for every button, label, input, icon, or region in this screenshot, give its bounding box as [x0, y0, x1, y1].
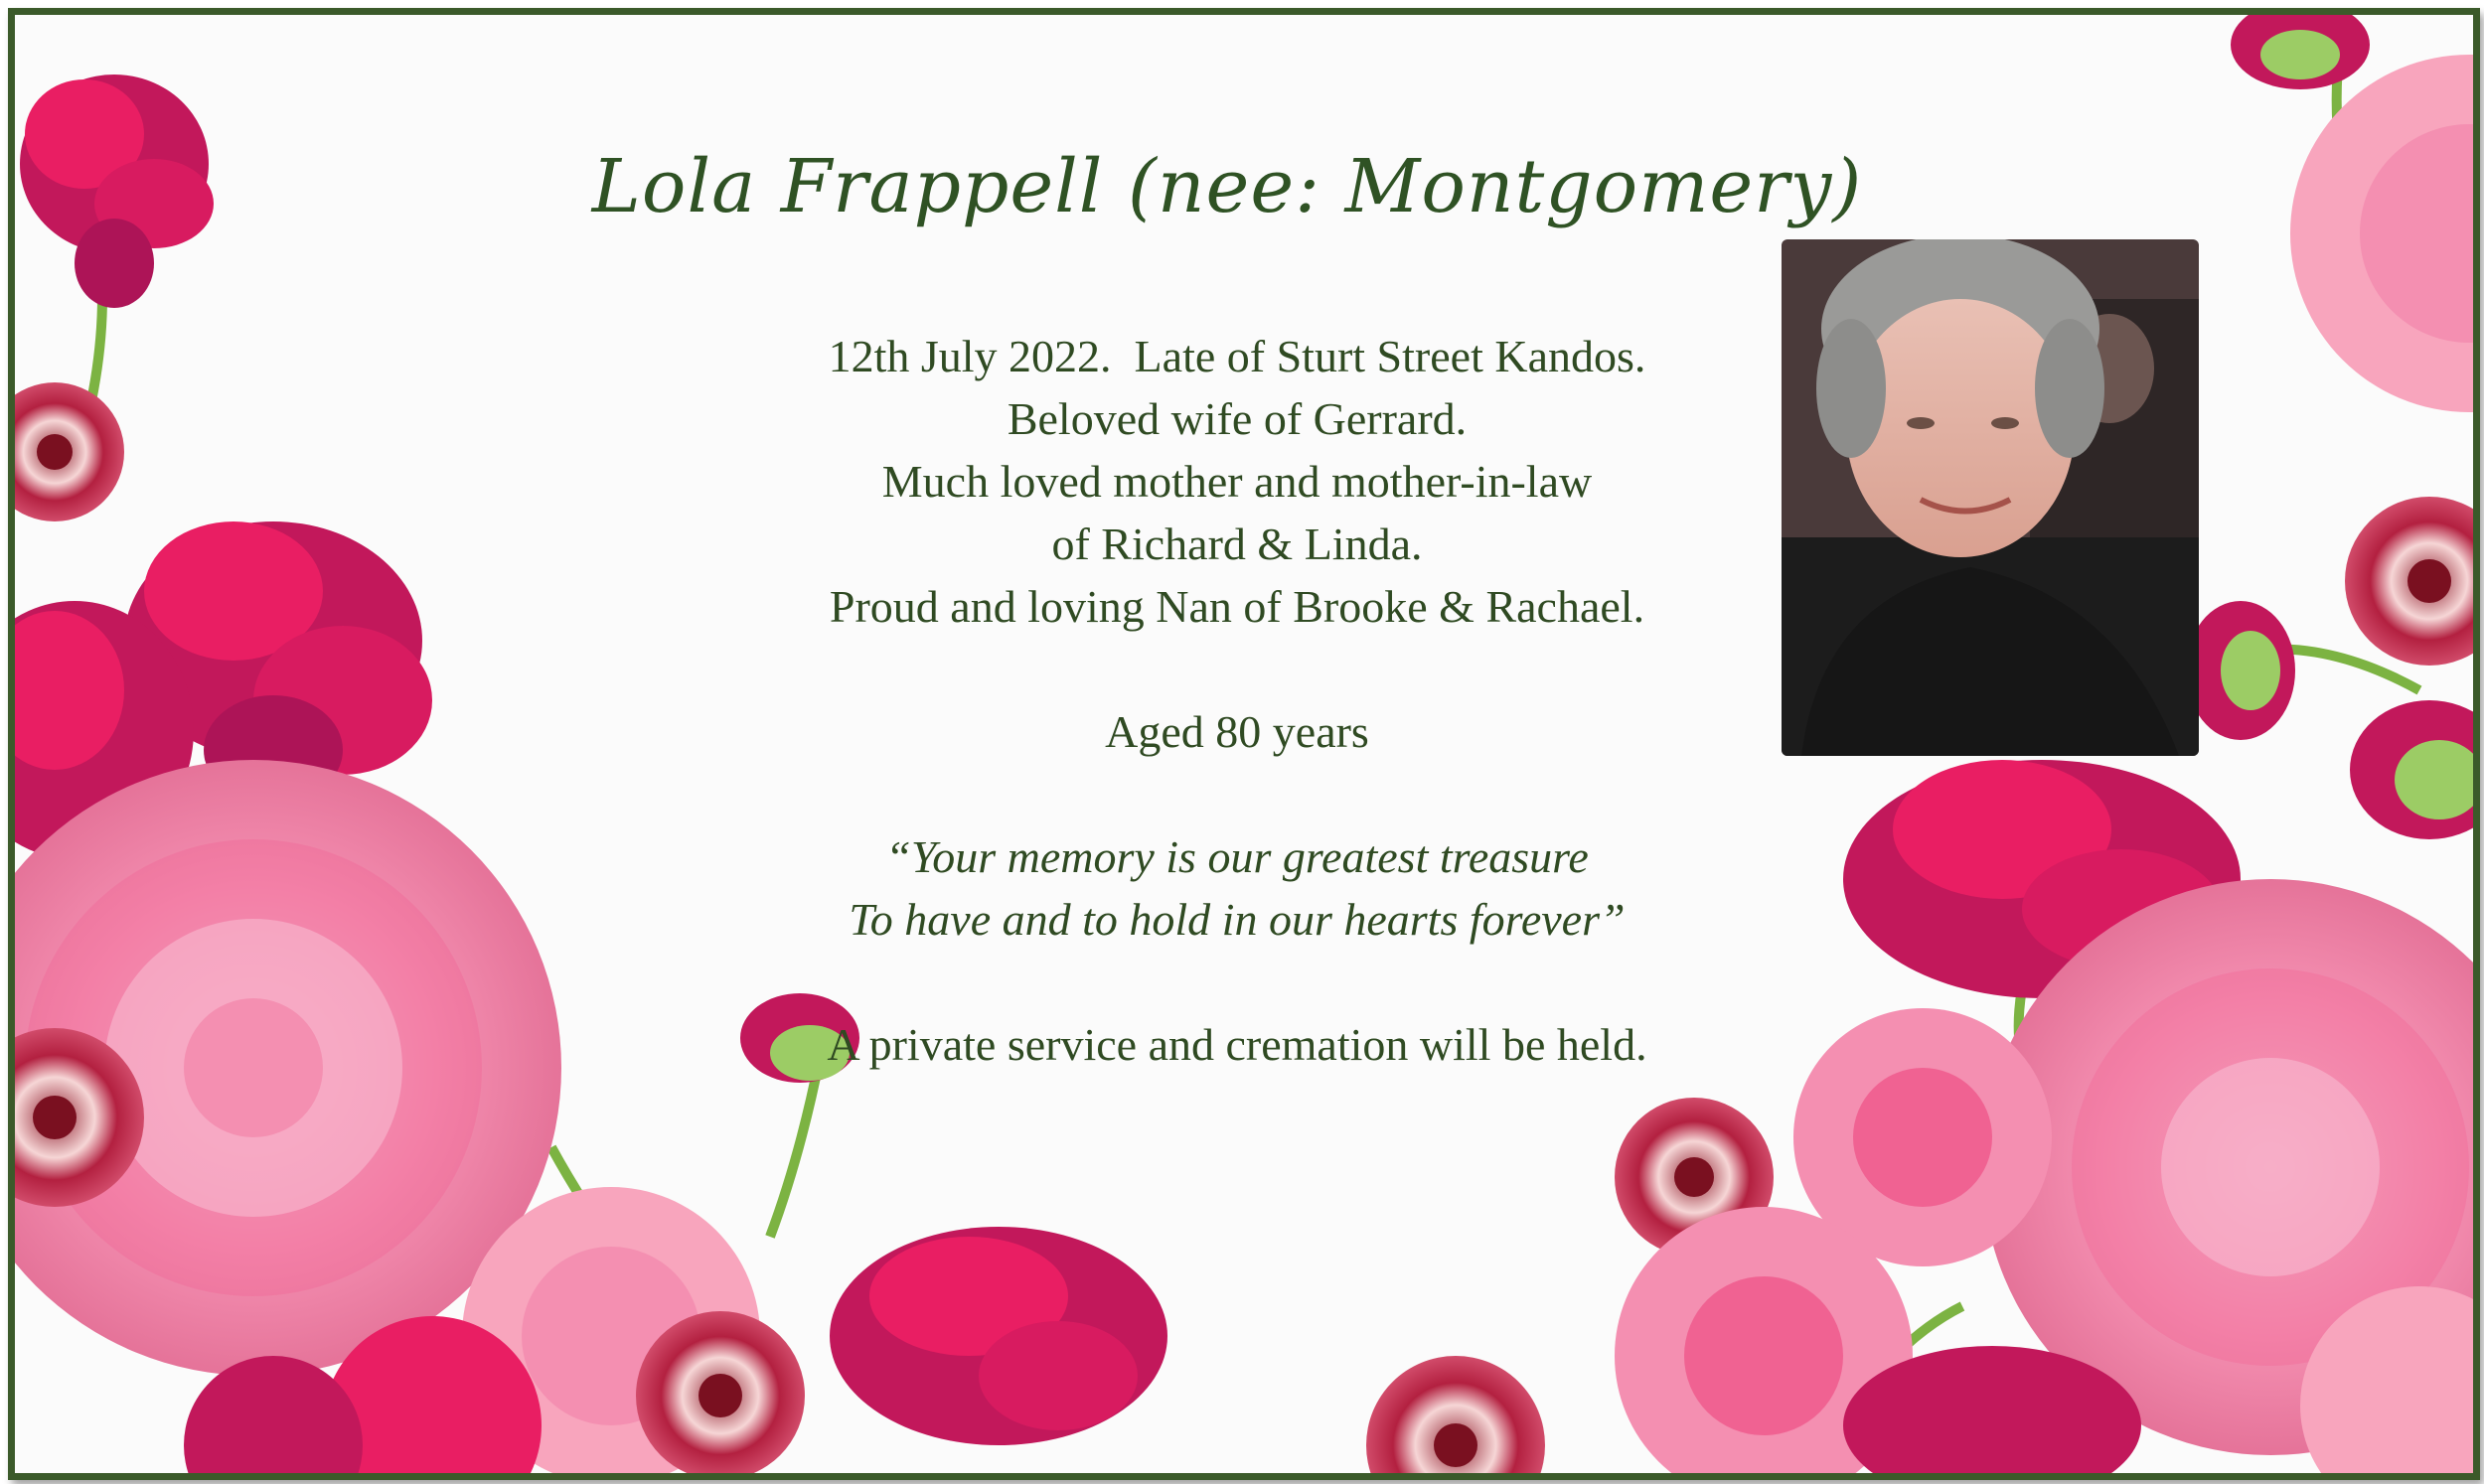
verse-line-1: “Your memory is our greatest treasure — [885, 831, 1589, 882]
notice-line-mother: Much loved mother and mother-in-law — [881, 456, 1593, 507]
notice-line-children: of Richard & Linda. — [1051, 519, 1423, 569]
flower-top-left — [20, 74, 214, 308]
age-text: Aged 80 years — [1105, 706, 1369, 757]
service-text: A private service and cremation will be held. — [827, 1019, 1647, 1070]
notice-line-date: 12th July 2022. Late of Sturt Street Kandos. — [828, 331, 1646, 381]
verse-line-2: To have and to hold in our hearts forever” — [849, 894, 1626, 945]
spacer — [596, 638, 1878, 700]
flowers-right-top — [2186, 15, 2473, 839]
memorial-card — [8, 8, 2480, 1480]
notice-line-grandchildren: Proud and loving Nan of Brooke & Rachael. — [829, 581, 1645, 632]
rose-left-1 — [15, 382, 124, 521]
spacer — [596, 951, 1878, 1013]
spacer — [596, 763, 1878, 825]
notice-text — [596, 325, 1878, 1076]
deceased-name-heading: Lola Frappell (nee: Montgomery) — [591, 144, 1863, 229]
notice-line-wife: Beloved wife of Gerrard. — [1007, 393, 1468, 444]
